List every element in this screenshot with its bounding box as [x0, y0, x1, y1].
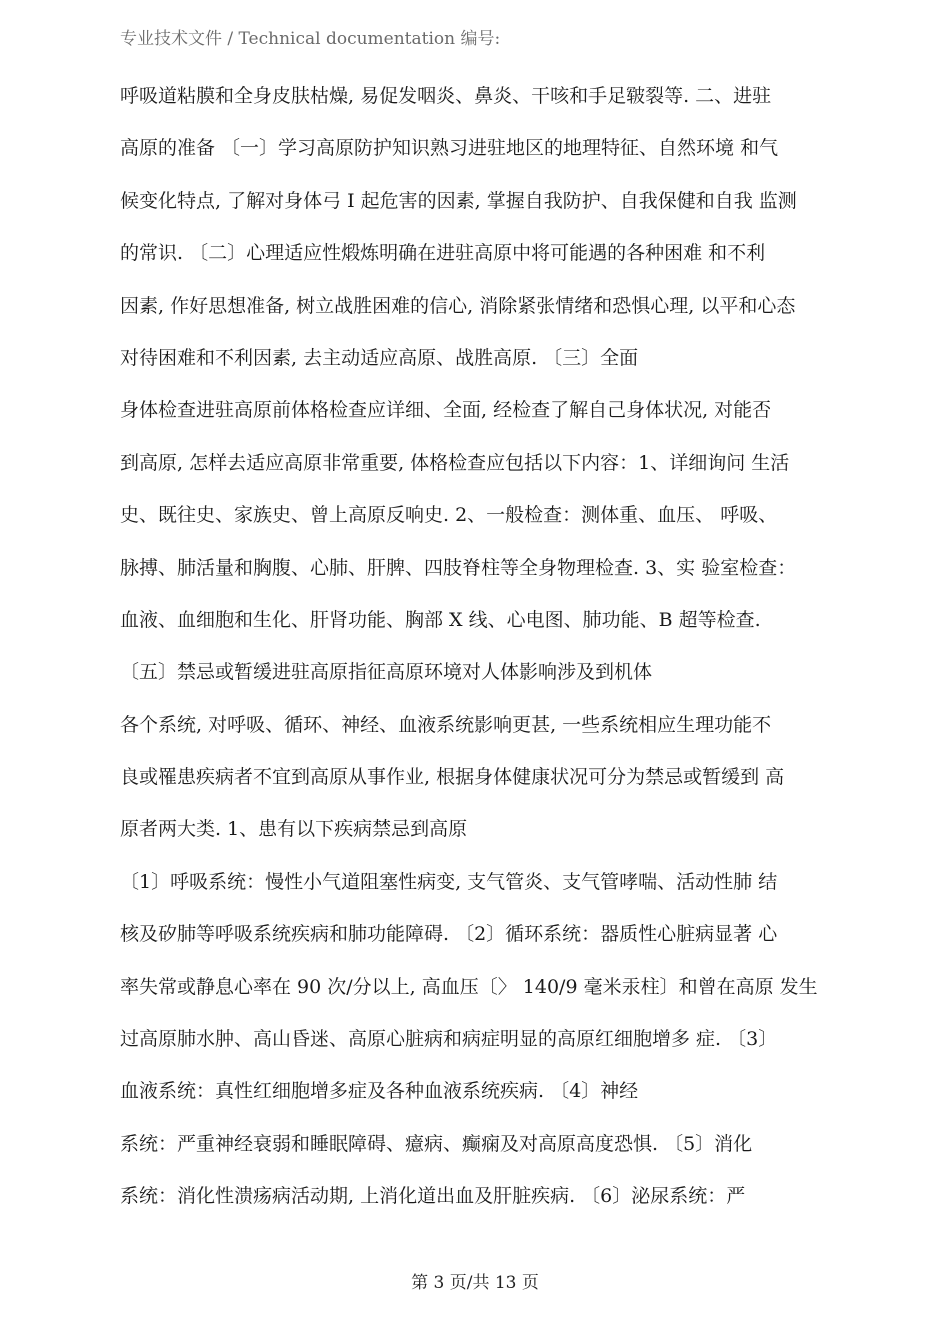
text-line: 因素, 作好思想准备, 树立战胜困难的信心, 消除紧张情绪和恐惧心理, 以平和心态 [120, 294, 796, 317]
text-line: 候变化特点, 了解对身体弓 I 起危害的因素, 掌握自我防护、自我保健和自我 监测 [120, 189, 797, 212]
text-line: 率失常或静息心率在 90 次/分以上, 高血压〔〉 140/9 毫米汞柱〕和曾在高原 发生 [120, 975, 818, 998]
text-line: 对待困难和不利因素, 去主动适应高原、战胜高原. 〔三〕全面 [120, 346, 639, 369]
text-line: 的常识. 〔二〕心理适应性煅炼明确在进驻高原中将可能遇的各种困难 和不利 [120, 242, 766, 265]
text-line: 高原的准备 〔一〕学习高原防护知识熟习进驻地区的地理特征、自然环境 和气 [120, 137, 779, 160]
text-line: 各个系统, 对呼吸、循环、神经、血液系统影响更甚, 一些系统相应生理功能不 [120, 713, 772, 736]
page-number: 第 3 页/共 13 页 [411, 1273, 539, 1293]
text-line: 身体检查进驻高原前体格检查应详细、全面, 经检查了解自己身体状况, 对能否 [120, 399, 772, 422]
text-line: 血液系统：真性红细胞增多症及各种血液系统疾病. 〔4〕神经 [120, 1080, 639, 1103]
text-line: 系统：严重神经衰弱和睡眠障碍、癔病、癫痫及对高原高度恐惧. 〔5〕消化 [120, 1132, 753, 1155]
document-body [120, 82, 840, 1235]
text-line: 〔1〕呼吸系统：慢性小气道阻塞性病变, 支气管炎、支气管哮喘、活动性肺 结 [120, 870, 778, 893]
document-header: 专业技术文件 / Technical documentation 编号: [120, 29, 501, 49]
text-line: 系统：消化性溃疡病活动期, 上消化道出血及肝脏疾病. 〔6〕泌尿系统：严 [120, 1185, 746, 1208]
text-line: 原者两大类. 1、患有以下疾病禁忌到高原 [120, 818, 468, 841]
text-line: 〔五〕禁忌或暂缓进驻高原指征高原环境对人体影响涉及到机体 [120, 661, 653, 684]
text-line: 呼吸道粘膜和全身皮肤枯燥, 易促发咽炎、鼻炎、干咳和手足皲裂等. 二、进驻 [120, 85, 772, 107]
text-line: 良或罹患疾病者不宜到高原从事作业, 根据身体健康状况可分为禁忌或暂缓到 高 [120, 766, 785, 789]
text-line: 脉搏、肺活量和胸腹、心肺、肝脾、四肢脊柱等全身物理检查. 3、实 验室检查： [120, 556, 797, 579]
text-line: 史、既往史、家族史、曾上高原反响史. 2、一般检查：测体重、血压、 呼吸、 [120, 504, 778, 527]
text-line: 到高原, 怎样去适应高原非常重要, 体格检查应包括以下内容：1、详细询问 生活 [120, 451, 790, 474]
text-line: 核及矽肺等呼吸系统疾病和肺功能障碍. 〔2〕循环系统：器质性心脏病显著 心 [120, 923, 778, 946]
text-line: 过高原肺水肿、高山昏迷、高原心脏病和病症明显的高原红细胞增多 症. 〔3〕 [120, 1028, 778, 1051]
text-line: 血液、血细胞和生化、肝肾功能、胸部 X 线、心电图、肺功能、B 超等检查. [120, 608, 761, 631]
